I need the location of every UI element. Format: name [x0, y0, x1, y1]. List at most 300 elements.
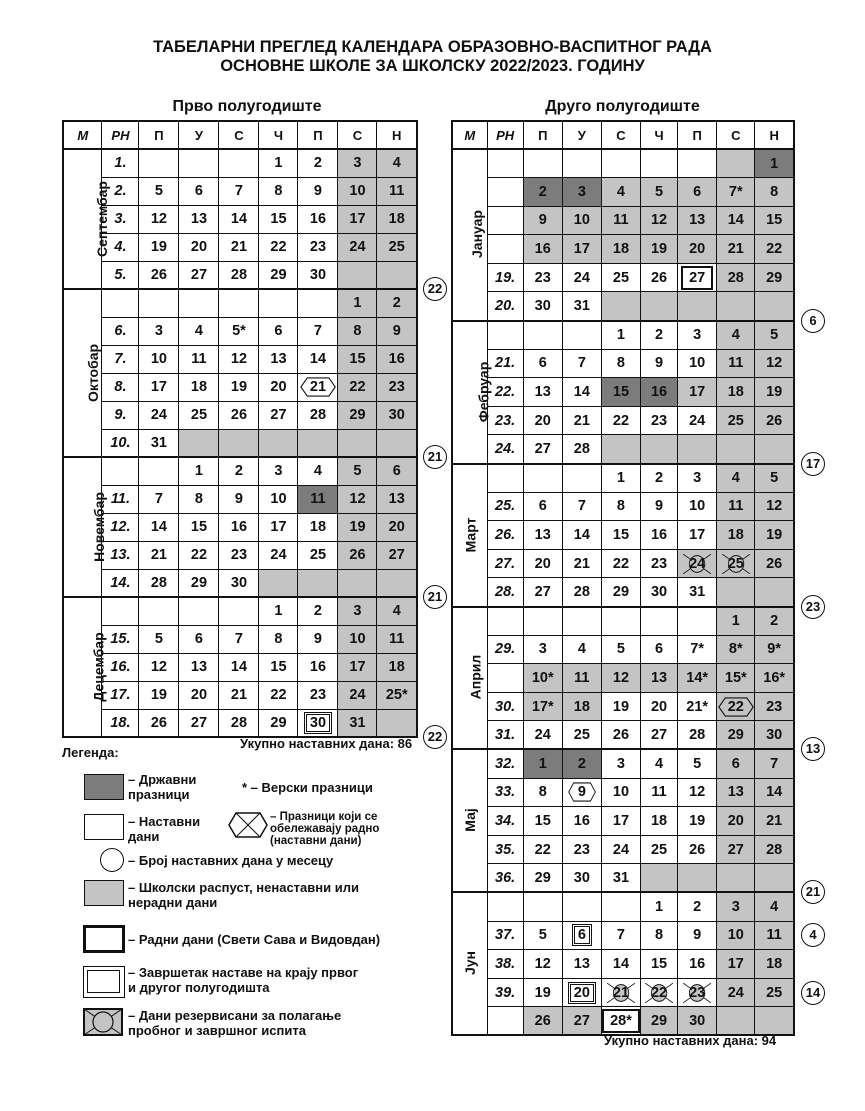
day-cell — [641, 607, 678, 636]
week-number — [487, 607, 523, 636]
day-number: 3 — [616, 756, 625, 773]
day-cell — [523, 978, 562, 1007]
day-cell — [641, 549, 678, 578]
day-cell — [755, 692, 794, 721]
week-number: 15. — [102, 625, 139, 653]
day-cell — [641, 292, 678, 321]
day-cell — [641, 721, 678, 750]
day-number: 2 — [538, 183, 547, 200]
week-number: 22. — [487, 378, 523, 407]
week-number — [487, 149, 523, 178]
day-number: 16 — [309, 211, 327, 227]
day-cell — [377, 485, 417, 513]
day-number: 23 — [683, 983, 711, 1003]
day-number: 24 — [689, 412, 706, 429]
month-label: Април — [452, 607, 487, 750]
month-count-circle: 21 — [423, 585, 447, 609]
week-row — [452, 864, 794, 893]
week-number: 27. — [487, 549, 523, 578]
day-number: 14* — [686, 669, 709, 686]
week-number — [487, 464, 523, 493]
day-cell — [601, 664, 640, 693]
day-number: 11 — [728, 355, 744, 372]
column-header: С — [338, 121, 377, 149]
day-cell — [523, 635, 562, 664]
day-cell — [523, 321, 562, 350]
day-number: 25 — [766, 984, 783, 1001]
day-number: 11 — [728, 498, 744, 515]
day-number: 12 — [150, 211, 167, 227]
week-row — [63, 513, 417, 541]
day-number: 16 — [230, 519, 248, 535]
day-cell — [139, 457, 179, 485]
day-cell — [678, 807, 717, 836]
column-header: М — [63, 121, 102, 149]
day-cell — [678, 435, 717, 464]
week-number — [102, 597, 139, 625]
day-number: 31 — [689, 583, 706, 600]
day-cell — [755, 206, 794, 235]
day-number: 3 — [731, 898, 740, 915]
day-number: 23 — [388, 379, 405, 395]
day-cell — [601, 607, 640, 636]
week-number: 6. — [102, 317, 139, 345]
day-cell — [755, 406, 794, 435]
day-cell — [678, 378, 717, 407]
day-cell — [139, 289, 179, 317]
day-number: 17 — [612, 812, 630, 829]
day-cell — [717, 349, 755, 378]
day-number: 11 — [574, 669, 590, 686]
day-number: 1 — [274, 603, 283, 620]
day-cell — [562, 635, 601, 664]
day-cell — [562, 549, 601, 578]
day-number: 15 — [612, 384, 630, 401]
day-number: 15 — [349, 351, 366, 367]
day-number: 11 — [389, 631, 405, 647]
day-cell — [179, 569, 219, 597]
day-number: 5 — [353, 463, 362, 480]
week-number: 21. — [487, 349, 523, 378]
day-number: 27 — [727, 841, 744, 858]
week-row — [63, 625, 417, 653]
day-cell — [219, 149, 259, 177]
week-number: 9. — [102, 401, 139, 429]
day-cell — [298, 345, 338, 373]
day-number: 27 — [681, 266, 713, 290]
day-number: 21 — [300, 377, 336, 397]
document-title-line2: ОСНОВНЕ ШКОЛЕ ЗА ШКОЛСКУ 2022/2023. ГОДИНУ — [220, 57, 645, 75]
day-number: 31 — [573, 298, 590, 315]
day-cell — [678, 549, 717, 578]
day-number: 12 — [689, 784, 706, 801]
day-number: 15* — [724, 669, 747, 686]
column-header: П — [523, 121, 562, 149]
day-cell — [139, 261, 179, 289]
day-cell — [678, 406, 717, 435]
day-cell — [755, 578, 794, 607]
day-cell — [717, 406, 755, 435]
week-number: 18. — [102, 709, 139, 737]
day-cell — [338, 177, 377, 205]
day-number: 26 — [689, 841, 706, 858]
column-header: П — [139, 121, 179, 149]
day-cell — [298, 317, 338, 345]
day-number: 22 — [349, 379, 366, 395]
day-cell — [377, 177, 417, 205]
column-header: С — [717, 121, 755, 149]
day-number: 24 — [534, 726, 551, 743]
day-cell — [717, 549, 755, 578]
day-number: 29 — [534, 869, 551, 886]
day-number: 12 — [766, 355, 783, 372]
day-cell — [562, 749, 601, 778]
day-cell — [219, 513, 259, 541]
day-number: 1 — [731, 613, 740, 630]
day-cell — [338, 541, 377, 569]
day-number: 6 — [538, 355, 547, 372]
day-cell — [523, 892, 562, 921]
day-cell — [717, 835, 755, 864]
day-cell — [259, 149, 298, 177]
day-cell — [298, 373, 338, 401]
day-number: 2 — [693, 898, 702, 915]
week-row — [63, 541, 417, 569]
day-number: 22 — [190, 547, 208, 563]
week-number: 25. — [487, 492, 523, 521]
week-row — [63, 597, 417, 625]
day-number: 9 — [313, 631, 322, 647]
day-number: 23 — [573, 841, 590, 858]
day-cell — [298, 681, 338, 709]
week-number: 4. — [102, 233, 139, 261]
day-number: 12 — [534, 955, 551, 972]
day-cell — [377, 345, 417, 373]
day-cell — [219, 681, 259, 709]
week-number: 7. — [102, 345, 139, 373]
week-number: 38. — [487, 950, 523, 979]
day-number: 10 — [689, 498, 706, 515]
day-cell — [717, 978, 755, 1007]
day-cell — [562, 321, 601, 350]
week-row — [452, 321, 794, 350]
day-number: 2 — [655, 470, 664, 487]
day-cell — [298, 541, 338, 569]
day-cell — [259, 233, 298, 261]
week-row — [63, 289, 417, 317]
day-number: 26 — [766, 555, 783, 572]
day-number: 7 — [234, 183, 243, 199]
day-cell — [523, 378, 562, 407]
day-number: 23 — [766, 698, 783, 715]
month-label: Септембар — [63, 149, 102, 289]
day-number: 9* — [767, 641, 782, 658]
week-row — [452, 549, 794, 578]
day-cell — [755, 378, 794, 407]
day-cell — [641, 149, 678, 178]
day-number: 30 — [573, 869, 590, 886]
first-half-title: Прво полугодиште — [172, 98, 322, 115]
day-number: 8 — [538, 784, 547, 801]
week-number: 23. — [487, 406, 523, 435]
day-number: 3 — [353, 603, 362, 620]
day-number: 11 — [651, 784, 667, 801]
day-number: 24 — [349, 239, 366, 255]
day-cell — [523, 921, 562, 950]
day-number: 14 — [727, 212, 744, 229]
day-number: 27 — [190, 266, 208, 283]
day-cell — [601, 921, 640, 950]
day-number: 5 — [693, 756, 702, 773]
day-cell — [755, 521, 794, 550]
day-number: 2 — [313, 155, 322, 172]
day-cell — [179, 513, 219, 541]
day-number: 11 — [389, 183, 405, 199]
day-cell — [523, 721, 562, 750]
week-row — [452, 464, 794, 493]
day-number: 24 — [150, 407, 167, 423]
day-number: 21 — [230, 687, 248, 703]
day-number: 23 — [230, 547, 248, 563]
day-number: 29 — [650, 1012, 668, 1029]
day-cell — [338, 625, 377, 653]
day-cell — [179, 289, 219, 317]
day-cell — [179, 317, 219, 345]
day-cell — [641, 349, 678, 378]
exam-swatch — [83, 1008, 123, 1036]
day-cell — [377, 681, 417, 709]
day-number: 2 — [234, 463, 243, 480]
day-cell — [678, 206, 717, 235]
day-number: 17 — [689, 527, 706, 544]
day-cell — [139, 373, 179, 401]
day-cell — [298, 261, 338, 289]
day-cell — [219, 709, 259, 737]
day-number: 7 — [154, 491, 163, 507]
day-number: 16 — [534, 241, 551, 258]
week-row — [63, 149, 417, 177]
week-number — [487, 892, 523, 921]
day-cell — [523, 492, 562, 521]
week-row — [63, 345, 417, 373]
day-number: 12 — [230, 351, 248, 367]
day-number: 19 — [150, 687, 167, 703]
day-number: 6 — [194, 631, 203, 647]
day-cell — [338, 401, 377, 429]
day-cell — [601, 749, 640, 778]
day-cell — [259, 625, 298, 653]
day-number: 26 — [349, 547, 366, 563]
day-number: 27 — [534, 583, 551, 600]
day-cell — [259, 457, 298, 485]
day-number: 13 — [727, 784, 744, 801]
day-number: 22 — [612, 412, 630, 429]
day-number: 5 — [538, 927, 547, 944]
day-number: 8 — [353, 323, 362, 339]
day-cell — [338, 261, 377, 289]
day-cell — [377, 373, 417, 401]
day-cell — [562, 521, 601, 550]
legend-count-days: – Број наставних дана у месецу — [128, 853, 334, 868]
day-number: 13 — [650, 669, 668, 686]
day-cell — [678, 921, 717, 950]
week-row — [63, 205, 417, 233]
document-title-line1: ТАБЕЛАРНИ ПРЕГЛЕД КАЛЕНДАРА ОБРАЗОВНО-ВАСПИТНОГ РАДА — [153, 38, 712, 56]
day-cell — [601, 406, 640, 435]
day-number: 15 — [612, 527, 630, 544]
day-number: 6 — [194, 183, 203, 199]
day-number: 28 — [309, 407, 327, 423]
day-cell — [601, 435, 640, 464]
week-row — [452, 692, 794, 721]
week-number — [487, 178, 523, 207]
day-cell — [641, 692, 678, 721]
column-header: Н — [755, 121, 794, 149]
day-number: 17 — [573, 241, 590, 258]
day-number: 10 — [270, 491, 287, 507]
second-half-calendar — [451, 120, 795, 1036]
day-number: 28 — [689, 726, 706, 743]
day-number: 3 — [154, 323, 163, 339]
day-number: 26 — [150, 266, 167, 283]
day-number: 25 — [309, 547, 327, 563]
day-cell — [717, 521, 755, 550]
day-cell — [259, 289, 298, 317]
day-cell — [259, 485, 298, 513]
day-number: 10 — [689, 355, 706, 372]
day-number: 19 — [349, 519, 366, 535]
week-row — [63, 681, 417, 709]
day-cell — [179, 457, 219, 485]
day-cell — [523, 778, 562, 807]
month-count-circle: 22 — [423, 277, 447, 301]
day-cell — [338, 569, 377, 597]
day-cell — [755, 263, 794, 292]
month-label: Јануар — [452, 149, 487, 321]
week-number: 13. — [102, 541, 139, 569]
day-cell — [678, 978, 717, 1007]
day-number: 22 — [718, 697, 754, 717]
column-header: С — [601, 121, 640, 149]
day-number: 12 — [150, 659, 167, 675]
day-number: 20 — [568, 982, 596, 1004]
day-number: 29 — [190, 574, 208, 591]
day-cell — [523, 864, 562, 893]
day-cell — [139, 345, 179, 373]
day-cell — [601, 206, 640, 235]
day-number: 19 — [650, 241, 668, 258]
column-header: У — [562, 121, 601, 149]
header-row — [63, 121, 417, 149]
day-cell — [298, 205, 338, 233]
column-header: Н — [377, 121, 417, 149]
day-cell — [678, 664, 717, 693]
day-cell — [338, 513, 377, 541]
day-cell — [601, 464, 640, 493]
day-number: 5 — [655, 183, 664, 200]
day-cell — [601, 235, 640, 264]
day-number: 16 — [388, 351, 405, 367]
day-cell — [298, 289, 338, 317]
day-number: 15 — [766, 212, 783, 229]
day-number: 2 — [770, 613, 779, 630]
day-number: 14 — [230, 659, 248, 675]
day-cell — [179, 429, 219, 457]
day-cell — [298, 485, 338, 513]
day-number: 25 — [573, 726, 590, 743]
day-cell — [377, 457, 417, 485]
day-cell — [523, 464, 562, 493]
week-row — [452, 578, 794, 607]
day-number: 28 — [573, 440, 590, 457]
day-number: 14 — [230, 211, 248, 227]
day-cell — [259, 709, 298, 737]
day-number: 16* — [763, 669, 786, 686]
week-row — [452, 749, 794, 778]
day-cell — [523, 749, 562, 778]
month-count-circle: 17 — [801, 452, 825, 476]
month-count-circle: 4 — [801, 923, 825, 947]
day-number: 3 — [274, 463, 283, 480]
day-cell — [562, 778, 601, 807]
day-cell — [139, 541, 179, 569]
day-number: 18 — [612, 241, 630, 258]
day-number: 9 — [313, 183, 322, 199]
week-number: 35. — [487, 835, 523, 864]
day-cell — [562, 721, 601, 750]
day-cell — [601, 378, 640, 407]
day-cell — [562, 435, 601, 464]
week-number: 39. — [487, 978, 523, 1007]
day-cell — [259, 597, 298, 625]
day-cell — [259, 205, 298, 233]
day-cell — [338, 317, 377, 345]
day-number: 6 — [731, 756, 740, 773]
day-number: 7 — [313, 323, 322, 339]
day-cell — [377, 513, 417, 541]
week-number — [487, 235, 523, 264]
day-number: 19 — [766, 384, 783, 401]
day-cell — [562, 206, 601, 235]
day-cell — [179, 149, 219, 177]
day-number: 27 — [650, 726, 668, 743]
day-cell — [755, 721, 794, 750]
day-number: 15 — [270, 659, 287, 675]
day-cell — [678, 892, 717, 921]
day-number: 18 — [309, 519, 327, 535]
day-number: 25 — [727, 412, 744, 429]
day-number: 7 — [234, 631, 243, 647]
day-cell — [601, 807, 640, 836]
week-number: 26. — [487, 521, 523, 550]
day-cell — [219, 205, 259, 233]
first-half-total: Укупно наставних дана: 86 — [240, 736, 413, 751]
day-cell — [755, 864, 794, 893]
day-cell — [755, 921, 794, 950]
day-number: 20 — [190, 687, 208, 703]
day-number: 5* — [232, 323, 246, 339]
column-header: РН — [102, 121, 139, 149]
day-number: 12 — [766, 498, 783, 515]
day-cell — [678, 149, 717, 178]
day-cell — [259, 653, 298, 681]
day-cell — [678, 578, 717, 607]
week-row — [452, 607, 794, 636]
day-cell — [601, 578, 640, 607]
day-cell — [755, 835, 794, 864]
day-cell — [641, 835, 678, 864]
week-row — [452, 635, 794, 664]
